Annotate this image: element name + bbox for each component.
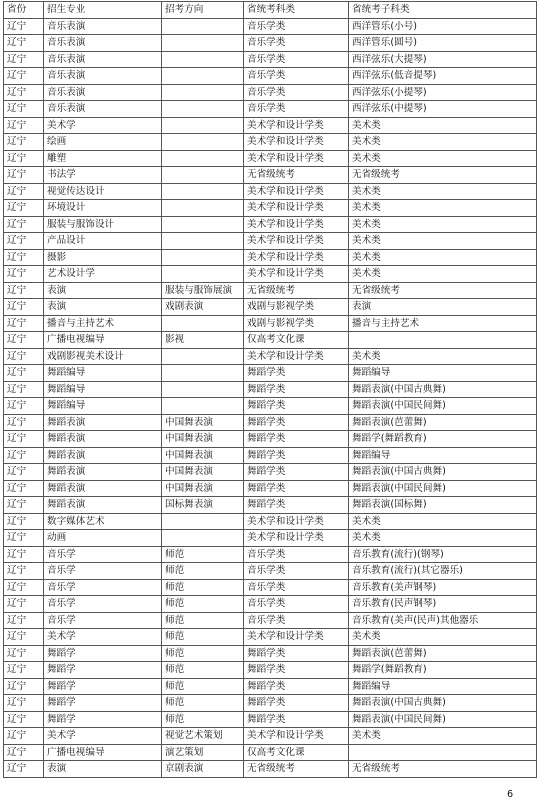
table-row <box>4 728 537 745</box>
cell-province: 辽宁 <box>4 249 44 266</box>
cell-exam-subcategory: 美术类 <box>349 728 537 745</box>
cell-major: 戏剧影视美术设计 <box>44 348 162 365</box>
cell-exam-subcategory: 美术类 <box>349 266 537 283</box>
cell-direction: 京剧表演 <box>162 761 244 778</box>
cell-major: 服装与服饰设计 <box>44 216 162 233</box>
table-row <box>4 497 537 514</box>
cell-province: 辽宁 <box>4 365 44 382</box>
cell-exam-category: 戏剧与影视学类 <box>244 299 349 316</box>
table-row <box>4 678 537 695</box>
cell-major: 环境设计 <box>44 200 162 217</box>
cell-direction: 师范 <box>162 563 244 580</box>
cell-exam-subcategory: 舞蹈编导 <box>349 365 537 382</box>
admission-table <box>3 1 537 778</box>
cell-exam-category: 美术学和设计学类 <box>244 249 349 266</box>
table-row <box>4 645 537 662</box>
cell-province: 辽宁 <box>4 183 44 200</box>
cell-province: 辽宁 <box>4 744 44 761</box>
table-row <box>4 612 537 629</box>
cell-exam-category: 舞蹈学类 <box>244 464 349 481</box>
table-row <box>4 101 537 118</box>
cell-direction: 中国舞表演 <box>162 431 244 448</box>
cell-direction: 视觉艺术策划 <box>162 728 244 745</box>
cell-exam-subcategory: 无省级统考 <box>349 282 537 299</box>
cell-exam-subcategory: 舞蹈学(舞蹈教育) <box>349 662 537 679</box>
cell-province: 辽宁 <box>4 579 44 596</box>
cell-direction: 师范 <box>162 662 244 679</box>
cell-direction <box>162 117 244 134</box>
cell-direction <box>162 134 244 151</box>
cell-exam-category: 美术学和设计学类 <box>244 233 349 250</box>
cell-province: 辽宁 <box>4 216 44 233</box>
cell-exam-category: 舞蹈学类 <box>244 431 349 448</box>
cell-exam-category: 美术学和设计学类 <box>244 150 349 167</box>
cell-exam-subcategory: 美术类 <box>349 216 537 233</box>
cell-exam-category: 舞蹈学类 <box>244 497 349 514</box>
cell-direction <box>162 249 244 266</box>
table-row <box>4 414 537 431</box>
cell-major: 表演 <box>44 299 162 316</box>
cell-province: 辽宁 <box>4 84 44 101</box>
cell-exam-category: 无省级统考 <box>244 282 349 299</box>
table-row <box>4 150 537 167</box>
cell-major: 舞蹈编导 <box>44 365 162 382</box>
cell-exam-category: 美术学和设计学类 <box>244 183 349 200</box>
cell-direction <box>162 266 244 283</box>
column-header-direction: 招考方向 <box>162 2 244 19</box>
cell-exam-subcategory: 西洋弦乐(大提琴) <box>349 51 537 68</box>
cell-exam-subcategory: 美术类 <box>349 530 537 547</box>
cell-exam-category: 美术学和设计学类 <box>244 200 349 217</box>
cell-exam-subcategory: 舞蹈表演(芭蕾舞) <box>349 414 537 431</box>
cell-major: 美术学 <box>44 629 162 646</box>
cell-exam-category: 音乐学类 <box>244 84 349 101</box>
cell-province: 辽宁 <box>4 134 44 151</box>
cell-province: 辽宁 <box>4 464 44 481</box>
cell-direction <box>162 513 244 530</box>
table-header-row <box>4 2 537 19</box>
cell-exam-subcategory: 美术类 <box>349 134 537 151</box>
cell-major: 音乐表演 <box>44 51 162 68</box>
cell-exam-subcategory: 西洋弦乐(低音提琴) <box>349 68 537 85</box>
cell-direction <box>162 51 244 68</box>
cell-province: 辽宁 <box>4 167 44 184</box>
cell-exam-category: 美术学和设计学类 <box>244 134 349 151</box>
table-row <box>4 315 537 332</box>
cell-province: 辽宁 <box>4 530 44 547</box>
cell-exam-subcategory: 舞蹈表演(国标舞) <box>349 497 537 514</box>
column-header-exam-category: 省统考科类 <box>244 2 349 19</box>
cell-exam-subcategory: 西洋弦乐(小提琴) <box>349 84 537 101</box>
table-row <box>4 629 537 646</box>
cell-exam-category: 舞蹈学类 <box>244 695 349 712</box>
cell-major: 音乐表演 <box>44 84 162 101</box>
cell-direction: 师范 <box>162 596 244 613</box>
cell-direction: 中国舞表演 <box>162 414 244 431</box>
cell-direction <box>162 365 244 382</box>
table-row <box>4 744 537 761</box>
cell-exam-category: 舞蹈学类 <box>244 662 349 679</box>
cell-exam-category: 无省级统考 <box>244 167 349 184</box>
table-row <box>4 381 537 398</box>
cell-major: 音乐学 <box>44 579 162 596</box>
table-row <box>4 579 537 596</box>
cell-exam-category: 音乐学类 <box>244 579 349 596</box>
table-row <box>4 761 537 778</box>
cell-exam-category: 音乐学类 <box>244 596 349 613</box>
cell-exam-category: 舞蹈学类 <box>244 398 349 415</box>
table-row <box>4 596 537 613</box>
table-row <box>4 662 537 679</box>
table-row <box>4 447 537 464</box>
cell-exam-subcategory: 音乐教育(民声钢琴) <box>349 596 537 613</box>
cell-major: 舞蹈学 <box>44 695 162 712</box>
cell-direction <box>162 315 244 332</box>
cell-exam-category: 舞蹈学类 <box>244 414 349 431</box>
table-row <box>4 249 537 266</box>
cell-province: 辽宁 <box>4 101 44 118</box>
cell-province: 辽宁 <box>4 678 44 695</box>
cell-direction: 中国舞表演 <box>162 480 244 497</box>
cell-major: 舞蹈学 <box>44 711 162 728</box>
table-row <box>4 431 537 448</box>
cell-province: 辽宁 <box>4 299 44 316</box>
cell-exam-subcategory: 美术类 <box>349 117 537 134</box>
table-row <box>4 282 537 299</box>
cell-province: 辽宁 <box>4 662 44 679</box>
cell-direction <box>162 84 244 101</box>
cell-exam-subcategory: 舞蹈表演(中国民间舞) <box>349 480 537 497</box>
cell-exam-category: 音乐学类 <box>244 546 349 563</box>
cell-province: 辽宁 <box>4 51 44 68</box>
cell-province: 辽宁 <box>4 761 44 778</box>
cell-province: 辽宁 <box>4 381 44 398</box>
cell-exam-category: 音乐学类 <box>244 563 349 580</box>
table-row <box>4 35 537 52</box>
cell-direction <box>162 200 244 217</box>
cell-exam-subcategory: 美术类 <box>349 183 537 200</box>
cell-major: 美术学 <box>44 728 162 745</box>
cell-major: 舞蹈表演 <box>44 497 162 514</box>
cell-major: 绘画 <box>44 134 162 151</box>
cell-exam-category: 舞蹈学类 <box>244 678 349 695</box>
cell-exam-subcategory: 西洋弦乐(中提琴) <box>349 101 537 118</box>
cell-direction: 国标舞表演 <box>162 497 244 514</box>
cell-major: 舞蹈学 <box>44 678 162 695</box>
cell-direction: 中国舞表演 <box>162 447 244 464</box>
cell-major: 广播电视编导 <box>44 332 162 349</box>
column-header-province: 省份 <box>4 2 44 19</box>
cell-major: 产品设计 <box>44 233 162 250</box>
cell-major: 音乐表演 <box>44 101 162 118</box>
cell-exam-subcategory <box>349 744 537 761</box>
cell-exam-subcategory: 音乐教育(流行)(钢琴) <box>349 546 537 563</box>
cell-major: 摄影 <box>44 249 162 266</box>
cell-direction <box>162 35 244 52</box>
cell-exam-category: 美术学和设计学类 <box>244 117 349 134</box>
cell-major: 舞蹈表演 <box>44 447 162 464</box>
cell-major: 音乐表演 <box>44 68 162 85</box>
cell-direction: 戏剧表演 <box>162 299 244 316</box>
cell-major: 音乐学 <box>44 596 162 613</box>
cell-exam-subcategory: 美术类 <box>349 629 537 646</box>
cell-major: 表演 <box>44 282 162 299</box>
table-row <box>4 480 537 497</box>
table-row <box>4 167 537 184</box>
cell-province: 辽宁 <box>4 18 44 35</box>
cell-province: 辽宁 <box>4 711 44 728</box>
cell-exam-category: 舞蹈学类 <box>244 447 349 464</box>
cell-exam-category: 美术学和设计学类 <box>244 266 349 283</box>
cell-direction: 中国舞表演 <box>162 464 244 481</box>
table-row <box>4 216 537 233</box>
cell-direction: 师范 <box>162 579 244 596</box>
table-row <box>4 348 537 365</box>
table-row <box>4 18 537 35</box>
table-row <box>4 398 537 415</box>
cell-exam-category: 美术学和设计学类 <box>244 216 349 233</box>
cell-direction <box>162 398 244 415</box>
cell-major: 表演 <box>44 761 162 778</box>
cell-major: 书法学 <box>44 167 162 184</box>
column-header-major: 招生专业 <box>44 2 162 19</box>
cell-province: 辽宁 <box>4 117 44 134</box>
cell-exam-category: 美术学和设计学类 <box>244 728 349 745</box>
cell-direction: 演艺策划 <box>162 744 244 761</box>
cell-province: 辽宁 <box>4 348 44 365</box>
cell-direction <box>162 150 244 167</box>
cell-direction: 师范 <box>162 629 244 646</box>
cell-province: 辽宁 <box>4 68 44 85</box>
cell-exam-category: 音乐学类 <box>244 101 349 118</box>
cell-exam-category: 无省级统考 <box>244 761 349 778</box>
cell-direction <box>162 216 244 233</box>
cell-exam-subcategory: 西洋管乐(小号) <box>349 18 537 35</box>
cell-exam-subcategory: 美术类 <box>349 233 537 250</box>
cell-exam-subcategory: 音乐教育(流行)(其它器乐) <box>349 563 537 580</box>
cell-province: 辽宁 <box>4 563 44 580</box>
cell-exam-category: 舞蹈学类 <box>244 365 349 382</box>
cell-exam-subcategory: 美术类 <box>349 150 537 167</box>
table-row <box>4 530 537 547</box>
table-row <box>4 68 537 85</box>
cell-exam-category: 舞蹈学类 <box>244 480 349 497</box>
cell-major: 音乐学 <box>44 546 162 563</box>
cell-major: 视觉传达设计 <box>44 183 162 200</box>
cell-major: 音乐表演 <box>44 18 162 35</box>
cell-province: 辽宁 <box>4 414 44 431</box>
cell-province: 辽宁 <box>4 695 44 712</box>
cell-major: 播音与主持艺术 <box>44 315 162 332</box>
table-row <box>4 134 537 151</box>
cell-province: 辽宁 <box>4 200 44 217</box>
cell-province: 辽宁 <box>4 645 44 662</box>
cell-province: 辽宁 <box>4 431 44 448</box>
cell-exam-subcategory <box>349 332 537 349</box>
cell-major: 舞蹈表演 <box>44 414 162 431</box>
cell-province: 辽宁 <box>4 480 44 497</box>
cell-major: 舞蹈学 <box>44 662 162 679</box>
cell-direction <box>162 381 244 398</box>
table-row <box>4 365 537 382</box>
table-row <box>4 513 537 530</box>
cell-exam-category: 美术学和设计学类 <box>244 513 349 530</box>
table-row <box>4 84 537 101</box>
cell-province: 辽宁 <box>4 266 44 283</box>
cell-major: 音乐表演 <box>44 35 162 52</box>
cell-exam-subcategory: 西洋管乐(圆号) <box>349 35 537 52</box>
cell-major: 舞蹈表演 <box>44 431 162 448</box>
cell-exam-category: 音乐学类 <box>244 68 349 85</box>
cell-exam-subcategory: 美术类 <box>349 249 537 266</box>
cell-major: 音乐学 <box>44 563 162 580</box>
cell-province: 辽宁 <box>4 315 44 332</box>
cell-exam-subcategory: 播音与主持艺术 <box>349 315 537 332</box>
cell-direction <box>162 101 244 118</box>
cell-major: 舞蹈表演 <box>44 464 162 481</box>
cell-direction <box>162 68 244 85</box>
cell-direction: 影视 <box>162 332 244 349</box>
cell-exam-subcategory: 舞蹈表演(中国民间舞) <box>349 711 537 728</box>
cell-major: 舞蹈学 <box>44 645 162 662</box>
cell-direction <box>162 233 244 250</box>
cell-exam-subcategory: 美术类 <box>349 200 537 217</box>
cell-major: 动画 <box>44 530 162 547</box>
cell-exam-category: 音乐学类 <box>244 51 349 68</box>
cell-province: 辽宁 <box>4 150 44 167</box>
cell-province: 辽宁 <box>4 513 44 530</box>
cell-exam-subcategory: 美术类 <box>349 513 537 530</box>
table-row <box>4 546 537 563</box>
cell-exam-subcategory: 美术类 <box>349 348 537 365</box>
cell-province: 辽宁 <box>4 35 44 52</box>
table-row <box>4 233 537 250</box>
cell-direction: 师范 <box>162 711 244 728</box>
cell-direction <box>162 167 244 184</box>
cell-province: 辽宁 <box>4 282 44 299</box>
cell-exam-subcategory: 舞蹈表演(中国民间舞) <box>349 398 537 415</box>
cell-direction: 服装与服饰展演 <box>162 282 244 299</box>
cell-exam-subcategory: 舞蹈编导 <box>349 678 537 695</box>
cell-major: 艺术设计学 <box>44 266 162 283</box>
cell-major: 雕塑 <box>44 150 162 167</box>
cell-exam-category: 音乐学类 <box>244 18 349 35</box>
cell-exam-subcategory: 舞蹈表演(芭蕾舞) <box>349 645 537 662</box>
cell-exam-subcategory: 舞蹈编导 <box>349 447 537 464</box>
cell-exam-category: 音乐学类 <box>244 612 349 629</box>
table-row <box>4 563 537 580</box>
table-row <box>4 51 537 68</box>
cell-exam-category: 舞蹈学类 <box>244 711 349 728</box>
table-row <box>4 266 537 283</box>
cell-exam-category: 美术学和设计学类 <box>244 629 349 646</box>
page-number: 6 <box>507 789 514 800</box>
cell-direction <box>162 530 244 547</box>
cell-exam-subcategory: 舞蹈学(舞蹈教育) <box>349 431 537 448</box>
table-row <box>4 464 537 481</box>
cell-province: 辽宁 <box>4 398 44 415</box>
cell-province: 辽宁 <box>4 629 44 646</box>
table-body <box>4 18 537 777</box>
cell-province: 辽宁 <box>4 233 44 250</box>
cell-exam-category: 音乐学类 <box>244 35 349 52</box>
cell-province: 辽宁 <box>4 546 44 563</box>
table-row <box>4 299 537 316</box>
cell-exam-category: 舞蹈学类 <box>244 381 349 398</box>
cell-exam-category: 美术学和设计学类 <box>244 348 349 365</box>
table-row <box>4 200 537 217</box>
cell-major: 数字媒体艺术 <box>44 513 162 530</box>
cell-province: 辽宁 <box>4 447 44 464</box>
cell-major: 音乐学 <box>44 612 162 629</box>
cell-exam-subcategory: 音乐教育(美声(民声)其他器乐 <box>349 612 537 629</box>
column-header-exam-subcategory: 省统考子科类 <box>349 2 537 19</box>
cell-major: 舞蹈编导 <box>44 398 162 415</box>
cell-exam-subcategory: 表演 <box>349 299 537 316</box>
cell-exam-category: 戏剧与影视学类 <box>244 315 349 332</box>
cell-exam-category: 仅高考文化课 <box>244 744 349 761</box>
table-row <box>4 332 537 349</box>
cell-province: 辽宁 <box>4 612 44 629</box>
cell-direction <box>162 348 244 365</box>
cell-province: 辽宁 <box>4 332 44 349</box>
cell-major: 舞蹈表演 <box>44 480 162 497</box>
cell-exam-subcategory: 无省级统考 <box>349 761 537 778</box>
cell-major: 美术学 <box>44 117 162 134</box>
table-row <box>4 695 537 712</box>
cell-exam-subcategory: 音乐教育(美声钢琴) <box>349 579 537 596</box>
cell-exam-subcategory: 无省级统考 <box>349 167 537 184</box>
cell-province: 辽宁 <box>4 728 44 745</box>
cell-province: 辽宁 <box>4 497 44 514</box>
table-row <box>4 117 537 134</box>
cell-direction: 师范 <box>162 612 244 629</box>
cell-direction <box>162 183 244 200</box>
cell-province: 辽宁 <box>4 596 44 613</box>
cell-major: 广播电视编导 <box>44 744 162 761</box>
cell-direction <box>162 18 244 35</box>
cell-exam-category: 美术学和设计学类 <box>244 530 349 547</box>
table-row <box>4 183 537 200</box>
cell-direction: 师范 <box>162 546 244 563</box>
cell-exam-subcategory: 舞蹈表演(中国古典舞) <box>349 695 537 712</box>
cell-exam-category: 舞蹈学类 <box>244 645 349 662</box>
cell-exam-subcategory: 舞蹈表演(中国古典舞) <box>349 381 537 398</box>
cell-direction: 师范 <box>162 695 244 712</box>
cell-major: 舞蹈编导 <box>44 381 162 398</box>
cell-direction: 师范 <box>162 678 244 695</box>
cell-direction: 师范 <box>162 645 244 662</box>
table-row <box>4 711 537 728</box>
cell-exam-subcategory: 舞蹈表演(中国古典舞) <box>349 464 537 481</box>
cell-exam-category: 仅高考文化课 <box>244 332 349 349</box>
